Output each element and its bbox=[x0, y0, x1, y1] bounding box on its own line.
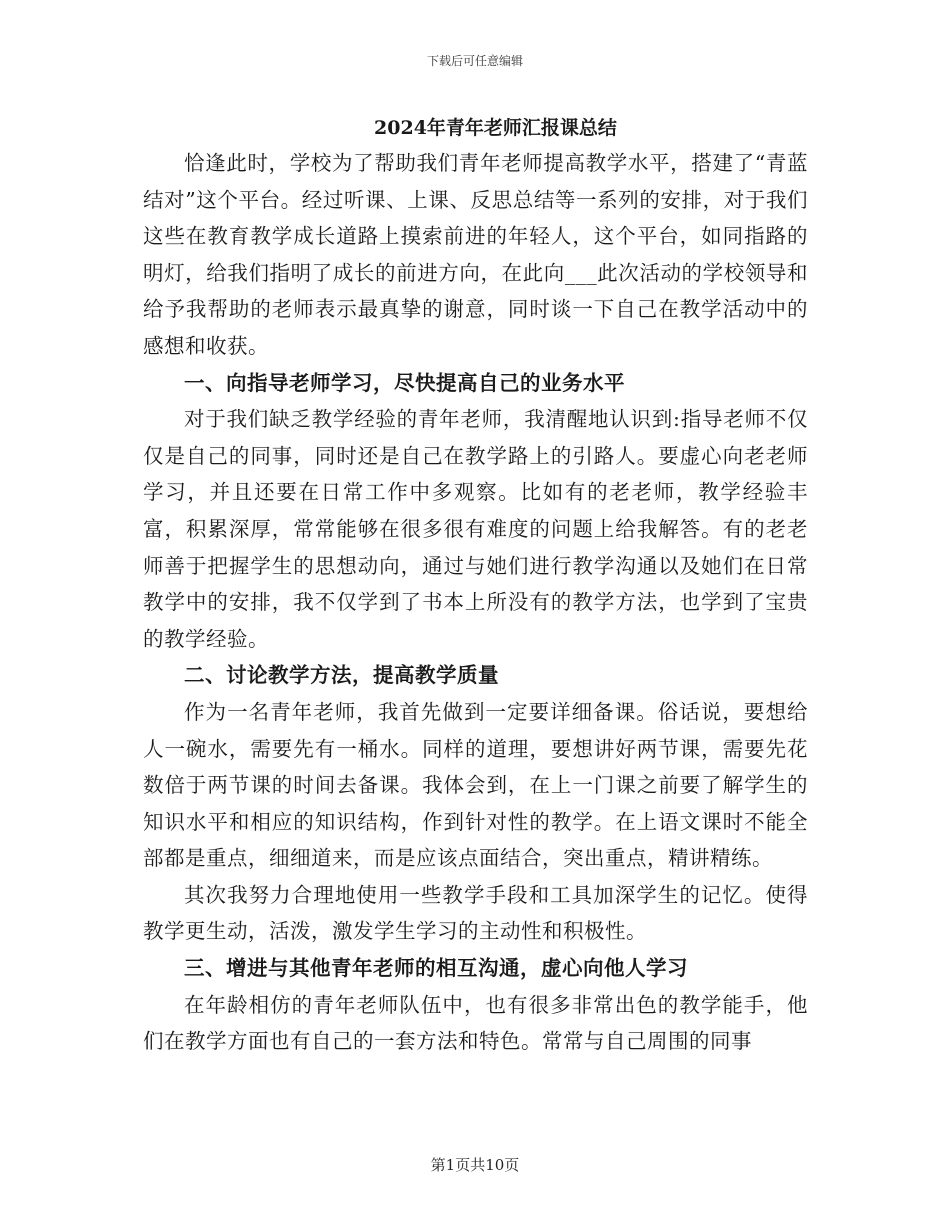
section-2-paragraph-1: 作为一名青年老师，我首先做到一定要详细备课。俗话说，要想给人一碗水，需要先有一桶水。同样的道理，要想讲好两节课，需要先花数倍于两节课的时间去备课。我体会到，在上一门课之前要了解学生的知识水平和相应的知识结构，作到针对性的教学。在上语文课时不能全部都是重点，细细道来，而是应该点面结合，突出重点，精讲精练。 bbox=[143, 699, 808, 871]
section-1-paragraph: 对于我们缺乏教学经验的青年老师，我清醒地认识到:指导老师不仅仅是自己的同事，同时还是自己在教学路上的引路人。要虚心向老老师学习，并且还要在日常工作中多观察。比如有的老老师，教学经验丰富，积累深厚，常常能够在很多很有难度的问题上给我解答。有的老老师善于把握学生的思想动向，通过与她们进行教学沟通以及她们在日常教学中的安排，我不仅学到了书本上所没有的教学方法，也学到了宝贵的教学经验。 bbox=[143, 407, 808, 651]
intro-paragraph: 恰逢此时，学校为了帮助我们青年老师提高教学水平，搭建了“青蓝结对”这个平台。经过听课、上课、反思总结等一系列的安排，对于我们这些在教育教学成长道路上摸索前进的年轻人，这个平台，如同指路的明灯，给我们指明了成长的前进方向，在此向___此次活动的学校领导和给予我帮助的老师表示最真挚的谢意，同时谈一下自己在教学活动中的感想和收获。 bbox=[143, 151, 808, 358]
page-number: 第1页共10页 bbox=[430, 1156, 520, 1174]
document-body bbox=[143, 111, 808, 1060]
header-note: 下载后可任意编辑 bbox=[426, 54, 523, 68]
section-1-heading: 一、向指导老师学习，尽快提高自己的业务水平 bbox=[184, 370, 625, 395]
section-2-paragraph-2: 其次我努力合理地使用一些教学手段和工具加深学生的记忆。使得教学更生动，活泼，激发学生学习的主动性和积极性。 bbox=[143, 882, 808, 944]
section-3-paragraph: 在年龄相仿的青年老师队伍中，也有很多非常出色的教学能手，他们在教学方面也有自己的一套方法和特色。常常与自己周围的同事 bbox=[143, 992, 808, 1054]
section-3-heading: 三、增进与其他青年老师的相互沟通，虚心向他人学习 bbox=[184, 956, 688, 981]
section-2-heading: 二、讨论教学方法，提高教学质量 bbox=[184, 663, 499, 688]
document-title: 2024年青年老师汇报课总结 bbox=[374, 117, 617, 139]
